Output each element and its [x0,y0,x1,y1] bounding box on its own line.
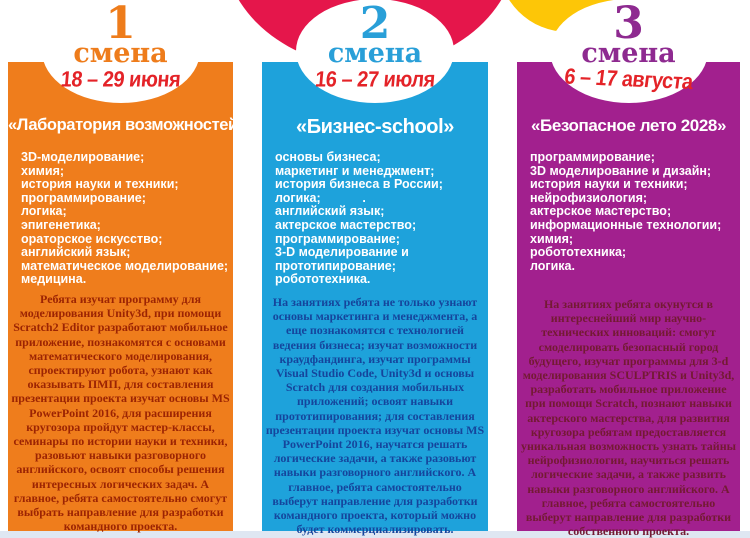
subject-item: математическое моделирование; [21,258,229,273]
subject-item: история науки и техники; [530,177,688,192]
shift-3-dates: 6 – 17 августа [562,64,695,95]
shift-3-title: «Безопасное лето 2028» [530,116,727,135]
shift-1-column [8,0,247,538]
subject-item: логика; . [275,190,366,205]
shift-3-description: На занятиях ребята окунутся в интереснейший мир научно-технических инноваций: смогут смоделировать безопасный город будущего, изучат программы для 3-d моделирования SCULPTRIS и Unity3d, разработать мобильное приложение при помощи Scratch, познают навыки актерского мастерства, для развития кругозора ребятам предоставляется уникальная возможность узнать тайны нейрофизиологии, научиться решать логические задачи, а также развить навыки разговорного английского. А главное, ребята самостоятельно выберут направление для разработки собственного проекта. [520,297,736,538]
subject-item: основы бизнеса; [275,150,381,164]
shift-2-dates: 16 – 27 июля [314,67,436,92]
subject-item: 3-D моделирование и [275,245,409,260]
subject-item: программирование; [275,231,400,246]
subject-item: 3D-моделирование; [21,150,145,164]
shift-2-description: На занятиях ребята не только узнают основы маркетинга и менеджмента, а еще познакомятся с технологией ведения бизнеса; изучат возможности краудфандинга, изучат программы Visual Studio Code, Unity3d и основы Scratch для создания мобильных приложений; освоят навыки прототипирования; для составления презентации проекта изучат основы MS PowerPoint 2016, научатся решать логические задачи, а также разовьют навыки разговорного английского. А главное, ребята самостоятельно выберут направление для разработки командного проекта, который можно будет коммерциализировать. [265,295,485,537]
shift-3-number: 3 [613,0,644,49]
subject-item: программирование; [21,190,146,205]
subject-item: 3D моделирование и дизайн; [530,163,712,178]
shift-2-title: «Бизнес-school» [295,116,455,138]
shift-2-label: смена [327,38,423,69]
shift-1-description: Ребята изучат программу для моделирования Unity3d, при помощи Scratch2 Editor разработают мобильное приложение, познакомятся с основами математического моделирования, спроектируют робота, узнают как оказывать ПМП, для составления презентации проекта изучат основы MS PowerPoint 2016, для расширения кругозора пройдут мастер-классы, семинары по истории науки и техники, разовьют навыки разговорного английского, освоят способы решения интересных логических задач. А главное, ребята самостоятельно смогут выбрать направление для разработки командного проекта. [11,292,230,534]
shift-1-number: 1 [105,0,136,49]
subject-item: прототипирование; [275,258,396,273]
shift-1-subject-list [8,151,250,287]
shift-2-subject-list [262,151,505,287]
subject-item: робототехника. [275,272,371,287]
shift-2-column [262,0,488,538]
subject-item: ораторское искусство; [21,231,163,246]
shift-3-subject-list [517,151,750,273]
subject-item: информационные технологии; [530,217,722,232]
shift-3-column [517,0,740,538]
shift-2-number: 2 [359,0,391,49]
subject-item: логика; [21,204,67,219]
subject-item: программирование; [530,150,655,164]
subject-item: медицина. [21,272,87,287]
subject-item: химия; [530,231,574,246]
subject-item: химия; [21,163,65,178]
subject-item: эпигенетика; [21,217,101,232]
subject-item: маркетинг и менеджмент; [275,163,435,178]
subject-item: история науки и техники; [21,177,179,192]
subject-item: английский язык; [21,245,131,260]
shift-1-label: смена [73,38,168,69]
subject-item: нейрофизиология; [530,190,648,205]
subject-item: логика. [530,258,575,273]
shift-1-title: «Лаборатория возможностей» [8,116,247,134]
subject-item: робототехника; [530,245,627,260]
subject-item: история бизнеса в России; [275,177,443,192]
subject-item: актерское мастерство; [275,217,417,232]
subject-item: английский язык; [275,204,385,219]
shift-1-dates: 18 – 29 июня [59,67,182,92]
subject-item: актерское мастерство; [530,204,672,219]
shift-3-label: смена [581,38,676,69]
